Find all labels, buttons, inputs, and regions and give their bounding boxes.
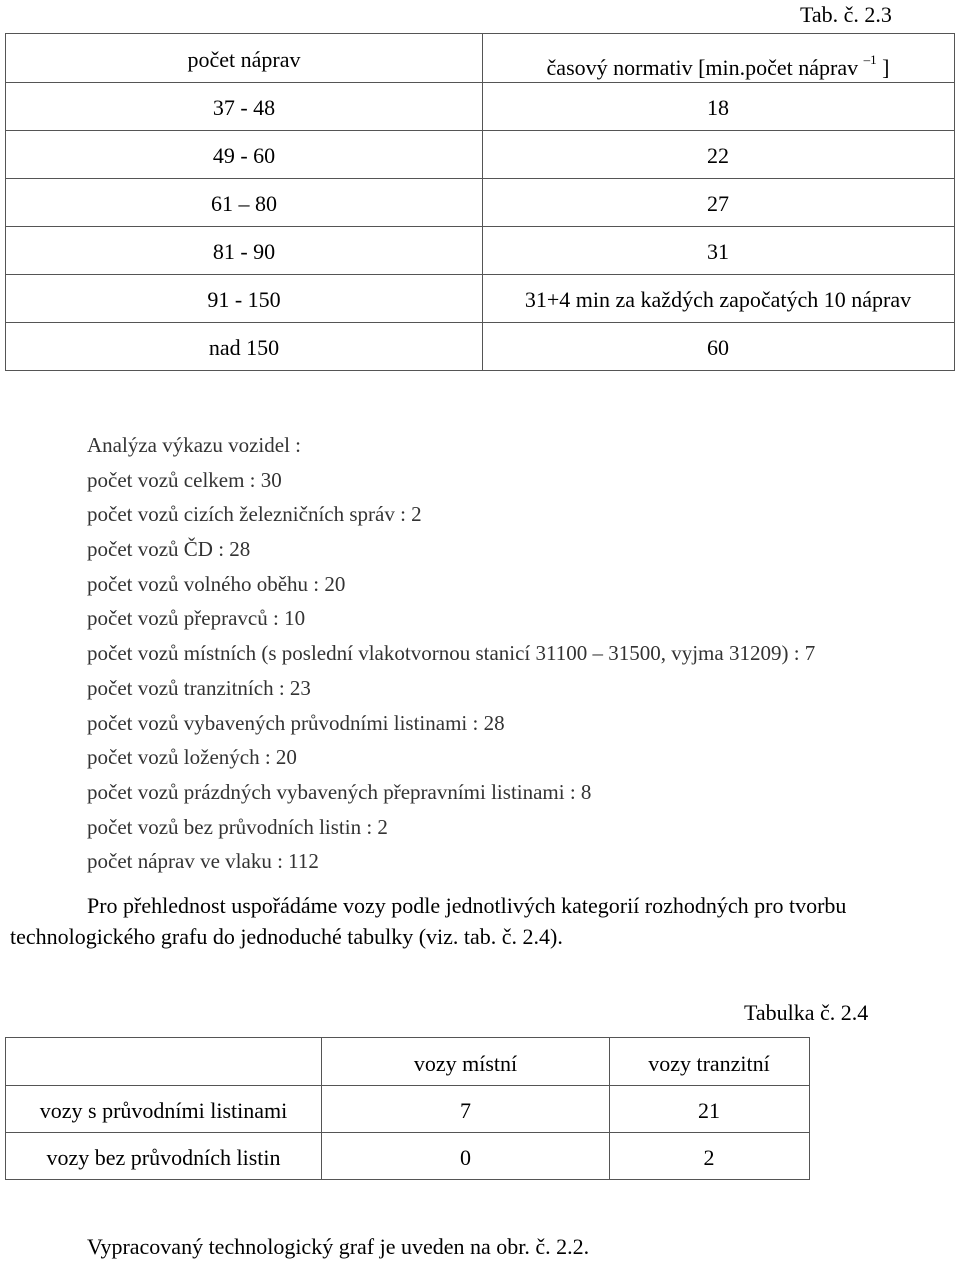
list-item: počet vozů tranzitních : 23 xyxy=(87,675,311,700)
table-caption: Tab. č. 2.3 xyxy=(800,2,892,27)
body-paragraph xyxy=(10,890,955,952)
time-norm-table xyxy=(5,33,955,371)
list-item: počet vozů ČD : 28 xyxy=(87,537,251,562)
cell-time: 18 xyxy=(707,95,729,120)
cell-axles: 61 – 80 xyxy=(211,191,277,216)
list-item: počet náprav ve vlaku : 112 xyxy=(87,849,319,874)
cell-transit: 2 xyxy=(703,1145,715,1170)
table-header-row xyxy=(6,1038,809,1086)
header-empty xyxy=(6,1038,321,1085)
table-row xyxy=(6,322,954,370)
paragraph-line-2: technologického grafu do jednoduché tabulky (viz. tab. č. 2.4). xyxy=(10,924,563,949)
list-item: počet vozů místních (s poslední vlakotvornou stanicí 31100 – 31500, vyjma 31209) : 7 xyxy=(87,641,816,666)
cell-transit: 21 xyxy=(698,1098,720,1123)
list-item: počet vozů celkem : 30 xyxy=(87,467,282,492)
table-row xyxy=(6,130,954,179)
vehicle-analysis-list xyxy=(87,428,815,879)
cell-axles: nad 150 xyxy=(208,335,280,360)
header-local: vozy místní xyxy=(413,1051,518,1076)
cell-axles: 37 - 48 xyxy=(212,95,276,120)
cell-axles: 49 - 60 xyxy=(212,143,276,168)
list-item: počet vozů cizích železničních správ : 2 xyxy=(87,502,422,527)
cell-time: 60 xyxy=(707,335,729,360)
table-row xyxy=(6,274,954,323)
footer-text: Vypracovaný technologický graf je uveden na obr. č. 2.2. xyxy=(87,1234,590,1259)
cell-axles: 81 - 90 xyxy=(212,239,276,264)
cell-local: 0 xyxy=(460,1145,471,1170)
list-item: počet vozů přepravců : 10 xyxy=(87,606,306,631)
wagon-category-table xyxy=(5,1037,810,1180)
list-item: počet vozů prázdných vybavených přepravními listinami : 8 xyxy=(87,779,592,804)
cell-local: 7 xyxy=(460,1098,471,1123)
table-row xyxy=(6,82,954,131)
header-time-norm-close: ] xyxy=(882,55,890,80)
cell-time: 22 xyxy=(707,143,729,168)
header-axles: počet náprav xyxy=(187,47,301,72)
row-label: vozy bez průvodních listin xyxy=(46,1145,281,1170)
table-row xyxy=(6,178,954,227)
paragraph-line-1: Pro přehlednost uspořádáme vozy podle jednotlivých kategorií rozhodných pro tvorbu xyxy=(87,893,847,918)
header-time-norm-text: časový normativ [min.počet náprav xyxy=(546,55,859,80)
row-label: vozy s průvodními listinami xyxy=(39,1098,288,1123)
header-time-norm xyxy=(483,34,953,82)
list-item: počet vozů ložených : 20 xyxy=(87,745,297,770)
cell-time: 31 xyxy=(707,239,729,264)
header-transit: vozy tranzitní xyxy=(648,1051,770,1076)
list-item: počet vozů bez průvodních listin : 2 xyxy=(87,814,388,839)
header-time-norm-sup: –1 xyxy=(863,52,877,67)
table-caption: Tabulka č. 2.4 xyxy=(744,1000,869,1025)
analysis-heading: Analýza výkazu vozidel : xyxy=(87,433,301,457)
list-item: počet vozů vybavených průvodními listinami : 28 xyxy=(87,710,505,735)
table-row xyxy=(6,1085,809,1133)
cell-time: 31+4 min za každých započatých 10 náprav xyxy=(524,287,912,312)
list-item: počet vozů volného oběhu : 20 xyxy=(87,571,346,596)
table-row xyxy=(6,1132,809,1179)
table-header-row xyxy=(6,34,954,83)
cell-time: 27 xyxy=(707,191,729,216)
table-row xyxy=(6,226,954,275)
cell-axles: 91 - 150 xyxy=(207,287,281,312)
